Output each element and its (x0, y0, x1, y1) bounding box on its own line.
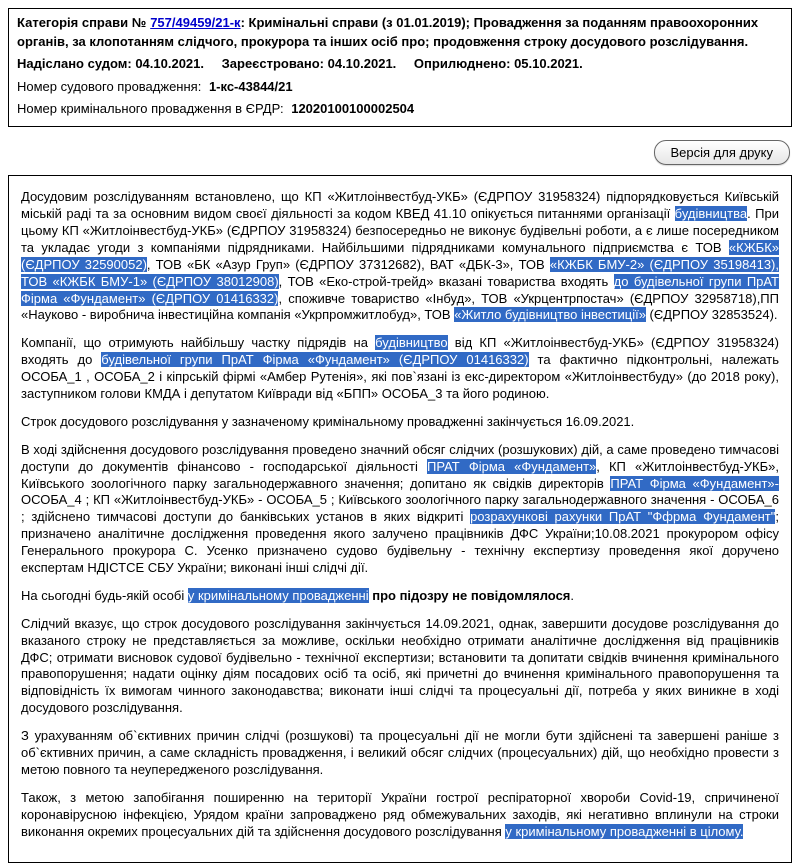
text-segment: На сьогодні будь-якій особі (21, 587, 188, 603)
text-segment: від КП «Житлоінвестбуд-УКБ» (ЄДРПОУ 31958324) входять до (21, 335, 779, 368)
highlighted-text: будівництва (674, 206, 748, 222)
text-segment: про підозру не повідомлялося (372, 587, 571, 603)
highlighted-text: «Житло будівництво інвестиції» (454, 307, 646, 323)
erdr-number-line (17, 100, 783, 119)
text-segment: , КП «Житлоінвестбуд-УКБ», Київського зоологічного парку загальнодержавного значення; допитано як свідків директорів (21, 458, 779, 491)
text-segment: (ЄДРПОУ 32853524). (645, 307, 778, 323)
highlighted-text: «КЖБК БМУ-2» (ЄДРПОУ 35198413), ТОВ «КЖБК БМУ-1» (ЄДРПОУ 38012908) (21, 256, 779, 289)
document-body (8, 175, 792, 862)
toolbar (0, 127, 800, 175)
dates-line (17, 55, 783, 74)
document-paragraph (21, 588, 779, 605)
document-paragraph (21, 442, 779, 577)
document-paragraph (21, 335, 779, 403)
text-segment: , ТОВ «БК «Азур Груп» (ЄДРПОУ 37312682), ВАТ «ДБК-3», ТОВ (146, 256, 550, 272)
text-segment: та фактично підконтрольні, належать ОСОБА_1 , ОСОБА_2 і кіпрській фірмі «Амбер Рутенія», які пов`язані із екс-директором «Житлоінвестбуду» (до 2018 року), заступником голови КМДА і депутатом Київради від «БПП» ОСОБА_3 та його родиною. (21, 352, 779, 402)
document-paragraph (21, 616, 779, 717)
highlighted-text: ПРАТ Фірма «Фундамент»- (610, 475, 779, 491)
published-date: Оприлюднено: 05.10.2021. (413, 55, 583, 71)
registered-date: Зареєстровано: 04.10.2021. (221, 55, 397, 71)
highlighted-text: будівельної групи ПрАТ Фірма «Фундамент» (ЄДРПОУ 01416332) (101, 352, 529, 368)
text-segment: Також, з метою запобігання поширенню на території України гострої респіраторної хвороби Covid-19, спричиненої коронавірусною інфекцією, Урядом країни запроваджено ряд обмежувальних заходів, які негативно вплинули на строки виконання окремих процесуальних дій та здійснення досудового розслідування (21, 789, 779, 839)
highlighted-text: до будівельної групи ПрАТ Фірма «Фундамент» (ЄДРПОУ 01416332) (21, 273, 779, 306)
text-segment: ; призначено аналітичне дослідження проведення якого залучено працівників ДФС України;10.08.2021 прокурором офісу Генерального прокурора С. Усенко призначено судово будівельну - технічну експертизу проведення якої доручено експертам НДІСТСЕ СБУ України; виконані інші слідчі дії. (21, 509, 779, 576)
document-paragraph (21, 414, 779, 431)
highlighted-text: у кримінальному провадженні (187, 587, 369, 603)
text-segment: , споживче товариство «Інбуд», ТОВ «Укрцентрпостач» (ЄДРПОУ 32958718),ПП «Науково - виробнича інвестиційна компанія «Укрпромжитлобуд», ТОВ (21, 290, 779, 323)
text-segment: Компанії, що отримують найбільшу частку підрядів на (21, 335, 376, 351)
text-segment: З урахуванням об`єктивних причин слідчі (розшукові) та процесуальні дії не могли бути здійснені та завершені раніше з об`єктивних причин, а саме складність провадження, і великий обсяг слідчих (процесуальних) дій, що необхідно провести з метою повного та неупередженого розслідування. (21, 728, 779, 777)
case-category (17, 14, 783, 52)
category-description: : Кримінальні справи (з 01.01.2019); Провадження за поданням правоохоронних органів, за клопотанням слідчого, прокурора та інших осіб про; продовження строку досудового розслідування. (17, 15, 759, 49)
document-paragraph (21, 790, 779, 841)
text-segment: Строк досудового розслідування у зазначеному кримінальному провадженні закінчується 16.09.2021. (21, 413, 635, 429)
text-segment: В ході здійснення досудового розслідування проведено значний обсяг слідчих (розшукових) дій, а саме проведено тимчасові доступи до документів фінансово - господарської діяльності (21, 441, 779, 474)
text-segment: ОСОБА_4 ; КП «Житлоінвестбуд-УКБ» - ОСОБА_5 ; Київського зоологічного парку загальнодержавного значення - ОСОБА_6 ; здійснено тимчасові доступи до банківських установ в яких відкриті (21, 492, 779, 525)
text-segment: Досудовим розслідуванням встановлено, що КП «Житлоінвестбуд-УКБ» (ЄДРПОУ 31958324) підпорядковується Київській міській раді та за основним видом своєї діяльності за кодом КВЕД 41.10 опікується питаннями організації (21, 189, 779, 222)
proceeding-number-line (17, 78, 783, 97)
case-number-link[interactable]: 757/49459/21-к (150, 15, 241, 30)
text-segment: . (570, 587, 575, 603)
text-segment: Слідчий вказує, що строк досудового розслідування закінчується 14.09.2021, однак, завершити досудове розслідування до вказаного строку не представляється за можливе, оскільки необхідно отримати аналітичне дослідження від працівників ДФС; отримати висновок судової будівельно - технічної експертизи; встановити та допитати свідків вчинення кримінального правопорушення; надати оцінку діям посадових осіб та осіб, які причетні до вчинення кримінального правопорушення та відповідність їх вимогам чинного законодавства; виконати інші слідчі та процесуальні дії, потреба у яких виникне в ході досудового розслідування. (21, 615, 779, 716)
proceeding-number-value: 1-кс-43844/21 (208, 78, 293, 94)
text-segment: . При цьому КП «Житлоінвестбуд-УКБ» (ЄДРПОУ 31958324) безпосередньо не виконує будівельні роботи, а є лише посередником та укладає угоди з компаніями підрядниками. Найбільшими підрядниками комунального підприємства є ТОВ (21, 206, 779, 255)
print-version-button[interactable]: Версія для друку (654, 140, 791, 165)
highlighted-text: «КЖБК» (ЄДРПОУ 32590052) (21, 239, 779, 272)
erdr-number-label: Номер кримінального провадження в ЄРДР: (17, 101, 284, 117)
document-paragraph (21, 189, 779, 324)
highlighted-text: будівництво (375, 335, 448, 351)
highlighted-text: у кримінальному провадженні в цілому. (505, 823, 744, 839)
proceeding-number-label: Номер судового провадження: (17, 78, 202, 94)
document-paragraph (21, 728, 779, 779)
sent-date: Надіслано судом: 04.10.2021. (17, 55, 204, 71)
erdr-number-value: 12020100100002504 (291, 101, 415, 117)
highlighted-text: розрахункові рахунки ПрАТ "Ффрма Фундамент" (470, 509, 776, 525)
case-header (8, 8, 792, 127)
text-segment: , ТОВ «Еко-строй-трейд» вказані товариства входять (278, 273, 614, 289)
category-label: Категорія справи № (17, 15, 147, 30)
page (0, 8, 800, 863)
highlighted-text: ПРАТ Фірма «Фундамент» (427, 458, 597, 474)
